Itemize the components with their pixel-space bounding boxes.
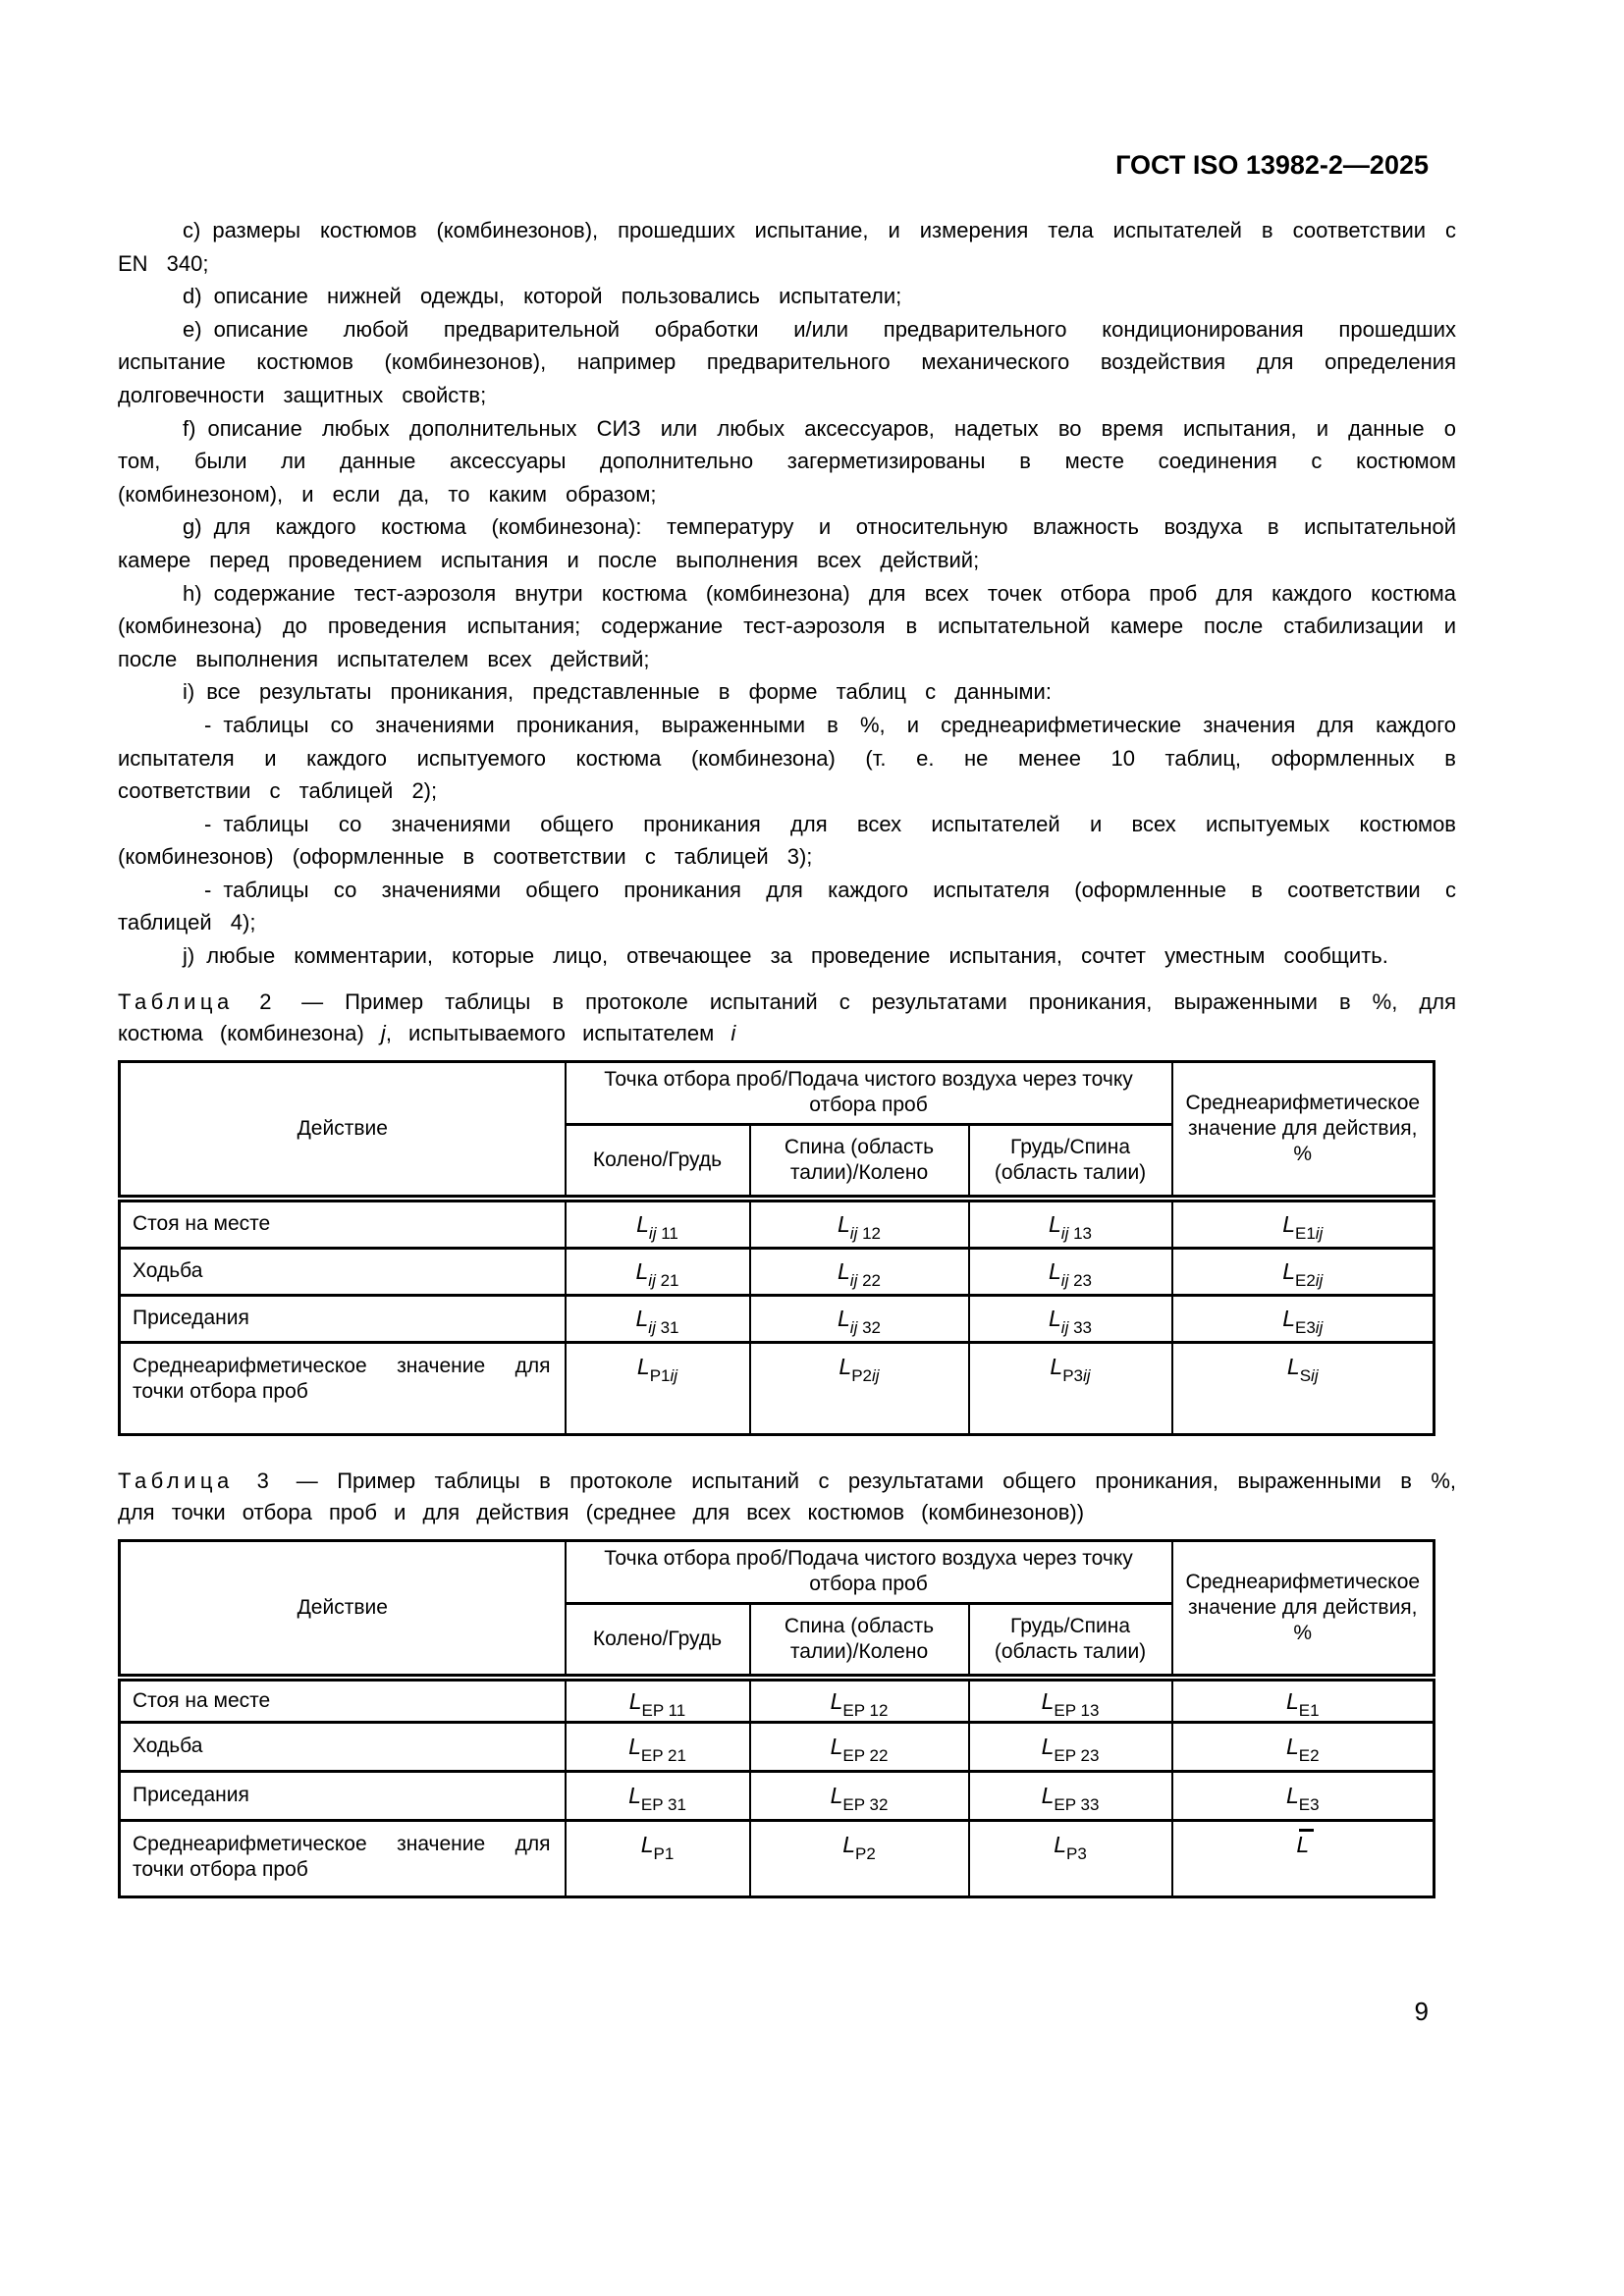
formula-cell: $L_{EP 23}$ (969, 1722, 1172, 1771)
formula-cell: $L_{EP 21}$ (566, 1722, 750, 1771)
formula-cell: $L_{P1}$ (566, 1820, 750, 1896)
paragraph-e (118, 313, 1456, 412)
formula-cell: $L_{P3ij}$ (969, 1342, 1172, 1434)
formula-cell: $L_{P2ij}$ (750, 1342, 969, 1434)
formula-cell: $L_{EP 13}$ (969, 1678, 1172, 1722)
paragraph-g (118, 510, 1456, 576)
table2-header-action: Действие (120, 1061, 566, 1199)
standard-number: ГОСТ ISO 13982-2—2025 (1115, 150, 1429, 180)
row-action-label: Среднеарифметическое значение для точки отбора проб (120, 1820, 566, 1896)
table3-header-mean: Среднеарифметическое значение для действия, % (1172, 1540, 1435, 1678)
body-text (118, 214, 1456, 973)
caption-text: Пример таблицы в протоколе испытаний с результатами проникания, выраженными в %, для костюма (комбинезона) (118, 988, 1456, 1045)
table2-subheader-back-knee: Спина (область талии)/Колено (750, 1124, 969, 1199)
paragraph-text: описание нижней одежды, которой пользовались испытатели; (213, 284, 902, 309)
table-row (120, 1722, 1435, 1771)
table3-subheader-chest-back: Грудь/Спина (область талии) (969, 1603, 1172, 1678)
table-3 (118, 1539, 1435, 1898)
formula-cell: $L_{EP 33}$ (969, 1771, 1172, 1820)
list-label: f) (183, 415, 196, 441)
paragraph-c (118, 214, 1456, 280)
row-action-label: Стоя на месте (120, 1678, 566, 1722)
list-label: e) (183, 316, 202, 342)
paragraph-h (118, 577, 1456, 676)
table2-header-mean: Среднеарифметическое значение для действия, % (1172, 1061, 1435, 1199)
formula-cell: $L_{EP 22}$ (750, 1722, 969, 1771)
paragraph-f (118, 412, 1456, 511)
paragraph-dash-1 (118, 709, 1456, 808)
paragraph-text: все результаты проникания, представленные в форме таблиц с данными: (206, 679, 1052, 705)
page-number: 9 (1414, 1996, 1429, 2026)
formula-cell: $L_{E2}$ (1172, 1722, 1435, 1771)
table2-subheader-knee-chest: Колено/Грудь (566, 1124, 750, 1199)
list-label: d) (183, 284, 202, 309)
table3-subheader-back-knee: Спина (область талии)/Колено (750, 1603, 969, 1678)
row-action-label: Ходьба (120, 1722, 566, 1771)
table-row (120, 1295, 1435, 1342)
formula-cell: $L_{ij 33}$ (969, 1295, 1172, 1342)
row-action-label: Ходьба (120, 1248, 566, 1295)
paragraph-text: таблицы со значениями проникания, выраженными в %, и среднеарифметические значения для каждого испытателя и каждого испытуемого костюма (комбинезона) (т. е. не менее 10 таблиц, оформленных в соответствии с таблицей 2); (118, 712, 1456, 804)
formula-cell: $L_{EP 32}$ (750, 1771, 969, 1820)
caption-dash: — (280, 988, 346, 1014)
formula-cell: L (1172, 1820, 1435, 1896)
formula-cell: $L_{P1ij}$ (566, 1342, 750, 1434)
caption-dash: — (277, 1468, 338, 1493)
paragraph-text: таблицы со значениями общего проникания для каждого испытателя (оформленные в соответствии с таблицей 4); (118, 877, 1456, 935)
list-label: c) (183, 218, 201, 242)
list-label: - (204, 877, 212, 902)
caption-text: , испытываемого испытателем (385, 1020, 731, 1045)
table-2 (118, 1060, 1435, 1436)
table-row (120, 1771, 1435, 1820)
formula-cell: $L_{ij 21}$ (566, 1248, 750, 1295)
table-row (120, 1820, 1435, 1896)
paragraph-i (118, 675, 1456, 709)
table2-caption-label: Таблица 2 (118, 988, 277, 1014)
table-row (120, 1248, 1435, 1295)
row-action-label: Среднеарифметическое значение для точки отбора проб (120, 1342, 566, 1434)
paragraph-j (118, 939, 1456, 973)
row-action-label: Приседания (120, 1295, 566, 1342)
paragraph-text: размеры костюмов (комбинезонов), прошедших испытание, и измерения тела испытателей в соответствии с EN 340; (118, 218, 1456, 276)
table3-caption-label: Таблица 3 (118, 1468, 274, 1493)
caption-text: Пример таблицы в протоколе испытаний с результатами общего проникания, выраженными в %, для точки отбора проб и для действия (среднее для всех костюмов (комбинезонов)) (118, 1468, 1456, 1524)
row-action-label: Приседания (120, 1771, 566, 1820)
paragraph-text: описание любых дополнительных СИЗ или любых аксессуаров, надетых во время испытания, и данные о том, были ли данные аксессуары дополнительно загерметизированы в месте соединения с костюмом (комбинезоном), и если да, то каким образом; (118, 415, 1456, 507)
formula-cell: $L_{P2}$ (750, 1820, 969, 1896)
paragraph-dash-2 (118, 808, 1456, 874)
caption-var-i: i (731, 1020, 736, 1045)
paragraph-dash-3 (118, 874, 1456, 939)
table3-subheader-knee-chest: Колено/Грудь (566, 1603, 750, 1678)
formula-cell: $L_{ij 32}$ (750, 1295, 969, 1342)
formula-cell: $L_{P3}$ (969, 1820, 1172, 1896)
row-action-label: Стоя на месте (120, 1199, 566, 1248)
paragraph-text: таблицы со значениями общего проникания для всех испытателей и всех испытуемых костюмов (комбинезонов) (оформленные в соответствии с таблицей 3); (118, 811, 1456, 870)
table2-subheader-chest-back: Грудь/Спина (область талии) (969, 1124, 1172, 1199)
paragraph-text: описание любой предварительной обработки и/или предварительного кондиционирования прошедших испытание костюмов (комбинезонов), например предварительного механического воздействия для определения долговечности защитных свойств; (118, 316, 1456, 407)
table-row (120, 1199, 1435, 1248)
formula-cell: $L_{ij 31}$ (566, 1295, 750, 1342)
paragraph-text: любые комментарии, которые лицо, отвечающее за проведение испытания, сочтет уместным сообщить. (206, 943, 1388, 969)
list-label: - (204, 712, 212, 737)
list-label: - (204, 811, 212, 836)
table-row (120, 1678, 1435, 1722)
formula-cell: $L_{ij 22}$ (750, 1248, 969, 1295)
formula-cell: $L_{ij 23}$ (969, 1248, 1172, 1295)
formula-cell: $L_{E2ij}$ (1172, 1248, 1435, 1295)
list-label: i) (183, 679, 195, 705)
table-row (120, 1342, 1435, 1434)
paragraph-text: для каждого костюма (комбинезона): температуру и относительную влажность воздуха в испытательной камере перед проведением испытания и после выполнения всех действий; (118, 514, 1456, 572)
formula-cell: $L_{E1}$ (1172, 1678, 1435, 1722)
formula-cell: $L_{E3}$ (1172, 1771, 1435, 1820)
formula-cell: $L_{EP 31}$ (566, 1771, 750, 1820)
page-content (118, 0, 1456, 2026)
formula-cell: $L_{ij 11}$ (566, 1199, 750, 1248)
table2-header-sampling: Точка отбора проб/Подача чистого воздуха через точку отбора проб (566, 1061, 1172, 1124)
table3-header-action: Действие (120, 1540, 566, 1678)
paragraph-d (118, 280, 1456, 313)
formula-cell: $L_{ij 13}$ (969, 1199, 1172, 1248)
formula-cell: $L_{EP 11}$ (566, 1678, 750, 1722)
formula-cell: $L_{EP 12}$ (750, 1678, 969, 1722)
list-label: h) (183, 580, 202, 606)
formula-cell: $L_{Sij}$ (1172, 1342, 1435, 1434)
formula-cell: $L_{E1ij}$ (1172, 1199, 1435, 1248)
paragraph-text: содержание тест-аэрозоля внутри костюма (комбинезона) для всех точек отбора проб для каждого костюма (комбинезона) до проведения испытания; содержание тест-аэрозоля в испытательной камере после стабилизации и после выполнения испытателем всех действий; (118, 580, 1456, 671)
formula-cell: $L_{E3ij}$ (1172, 1295, 1435, 1342)
table3-caption (118, 1466, 1456, 1528)
formula-cell: $L_{ij 12}$ (750, 1199, 969, 1248)
list-label: j) (183, 943, 195, 969)
list-label: g) (183, 514, 202, 540)
table3-header-sampling: Точка отбора проб/Подача чистого воздуха через точку отбора проб (566, 1540, 1172, 1603)
caption-var-j: j (380, 1020, 386, 1045)
table2-caption (118, 987, 1456, 1049)
